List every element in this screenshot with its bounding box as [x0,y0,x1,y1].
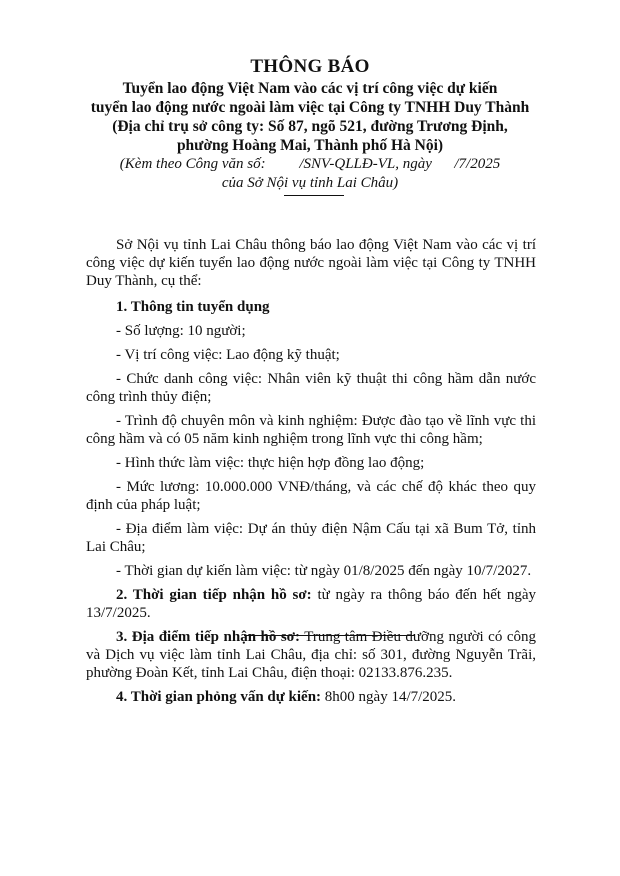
document-body [86,236,536,712]
section-paragraph [86,628,536,682]
list-item: - Vị trí công việc: Lao động kỹ thuật; [116,347,340,363]
section-paragraph [86,586,536,622]
section-label: 2. Thời gian tiếp nhận hồ sơ: [116,587,312,603]
reference-line: của Sở Nội vụ tỉnh Lai Châu) [221,175,399,191]
list-item: - Mức lương: 10.000.000 VNĐ/tháng, và các chế độ khác theo quy định của pháp luật; [86,479,536,513]
section-text: từ ngày ra thông báo đến hết ngày 13/7/2025. [86,587,536,621]
list-item: - Hình thức làm việc: thực hiện hợp đồng lao động; [116,455,425,471]
end-divider [244,635,414,636]
list-item: - Địa điểm làm việc: Dự án thủy điện Nậm Cấu tại xã Bum Tở, tỉnh Lai Châu; [86,521,536,555]
list-item: - Trình độ chuyên môn và kinh nghiệm: Được đào tạo về lĩnh vực thi công hầm và có 05 năm kinh nghiệm trong lĩnh vực thi công hầm; [86,413,536,447]
subtitle-line: (Địa chỉ trụ sở công ty: Số 87, ngõ 521, đường Trương Định, [112,118,508,135]
subtitle-line: tuyển lao động nước ngoài làm việc tại Công ty TNHH Duy Thành [90,99,530,116]
header-divider [284,195,344,196]
reference-line: (Kèm theo Công văn số: /SNV-QLLĐ-VL, ngày /7/2025 [119,156,501,172]
section-label: 4. Thời gian phỏng vấn dự kiến: [116,689,322,705]
section-text: 8h00 ngày 14/7/2025. [321,689,457,705]
subtitle-line: Tuyển lao động Việt Nam vào các vị trí công việc dự kiến [122,80,498,97]
document-title: THÔNG BÁO [250,56,370,77]
list-item: - Số lượng: 10 người; [116,323,246,339]
subtitle-line: phường Hoàng Mai, Thành phố Hà Nội) [176,137,444,154]
document-header [60,55,560,196]
intro-paragraph: Sở Nội vụ tỉnh Lai Châu thông báo lao động Việt Nam vào các vị trí công việc dự kiến tuyển lao động nước ngoài làm việc tại Công ty TNHH Duy Thành, cụ thể: [86,237,536,289]
section-paragraph [86,688,536,706]
section-label: 3. Địa điểm tiếp nhận hồ sơ: [116,629,300,645]
section-heading: 1. Thông tin tuyển dụng [116,299,270,315]
list-item: - Chức danh công việc: Nhân viên kỹ thuật thi công hầm dẫn nước công trình thủy điện; [86,371,536,405]
list-item: - Thời gian dự kiến làm việc: từ ngày 01/8/2025 đến ngày 10/7/2027. [116,563,532,579]
section-text: Trung tâm Điều dưỡng người có công và Dịch vụ việc làm tỉnh Lai Châu, địa chỉ: số 301, đường Nguyễn Trãi, phường Đoàn Kết, tỉnh Lai Châu, điện thoại: 02133.876.235. [86,629,536,681]
